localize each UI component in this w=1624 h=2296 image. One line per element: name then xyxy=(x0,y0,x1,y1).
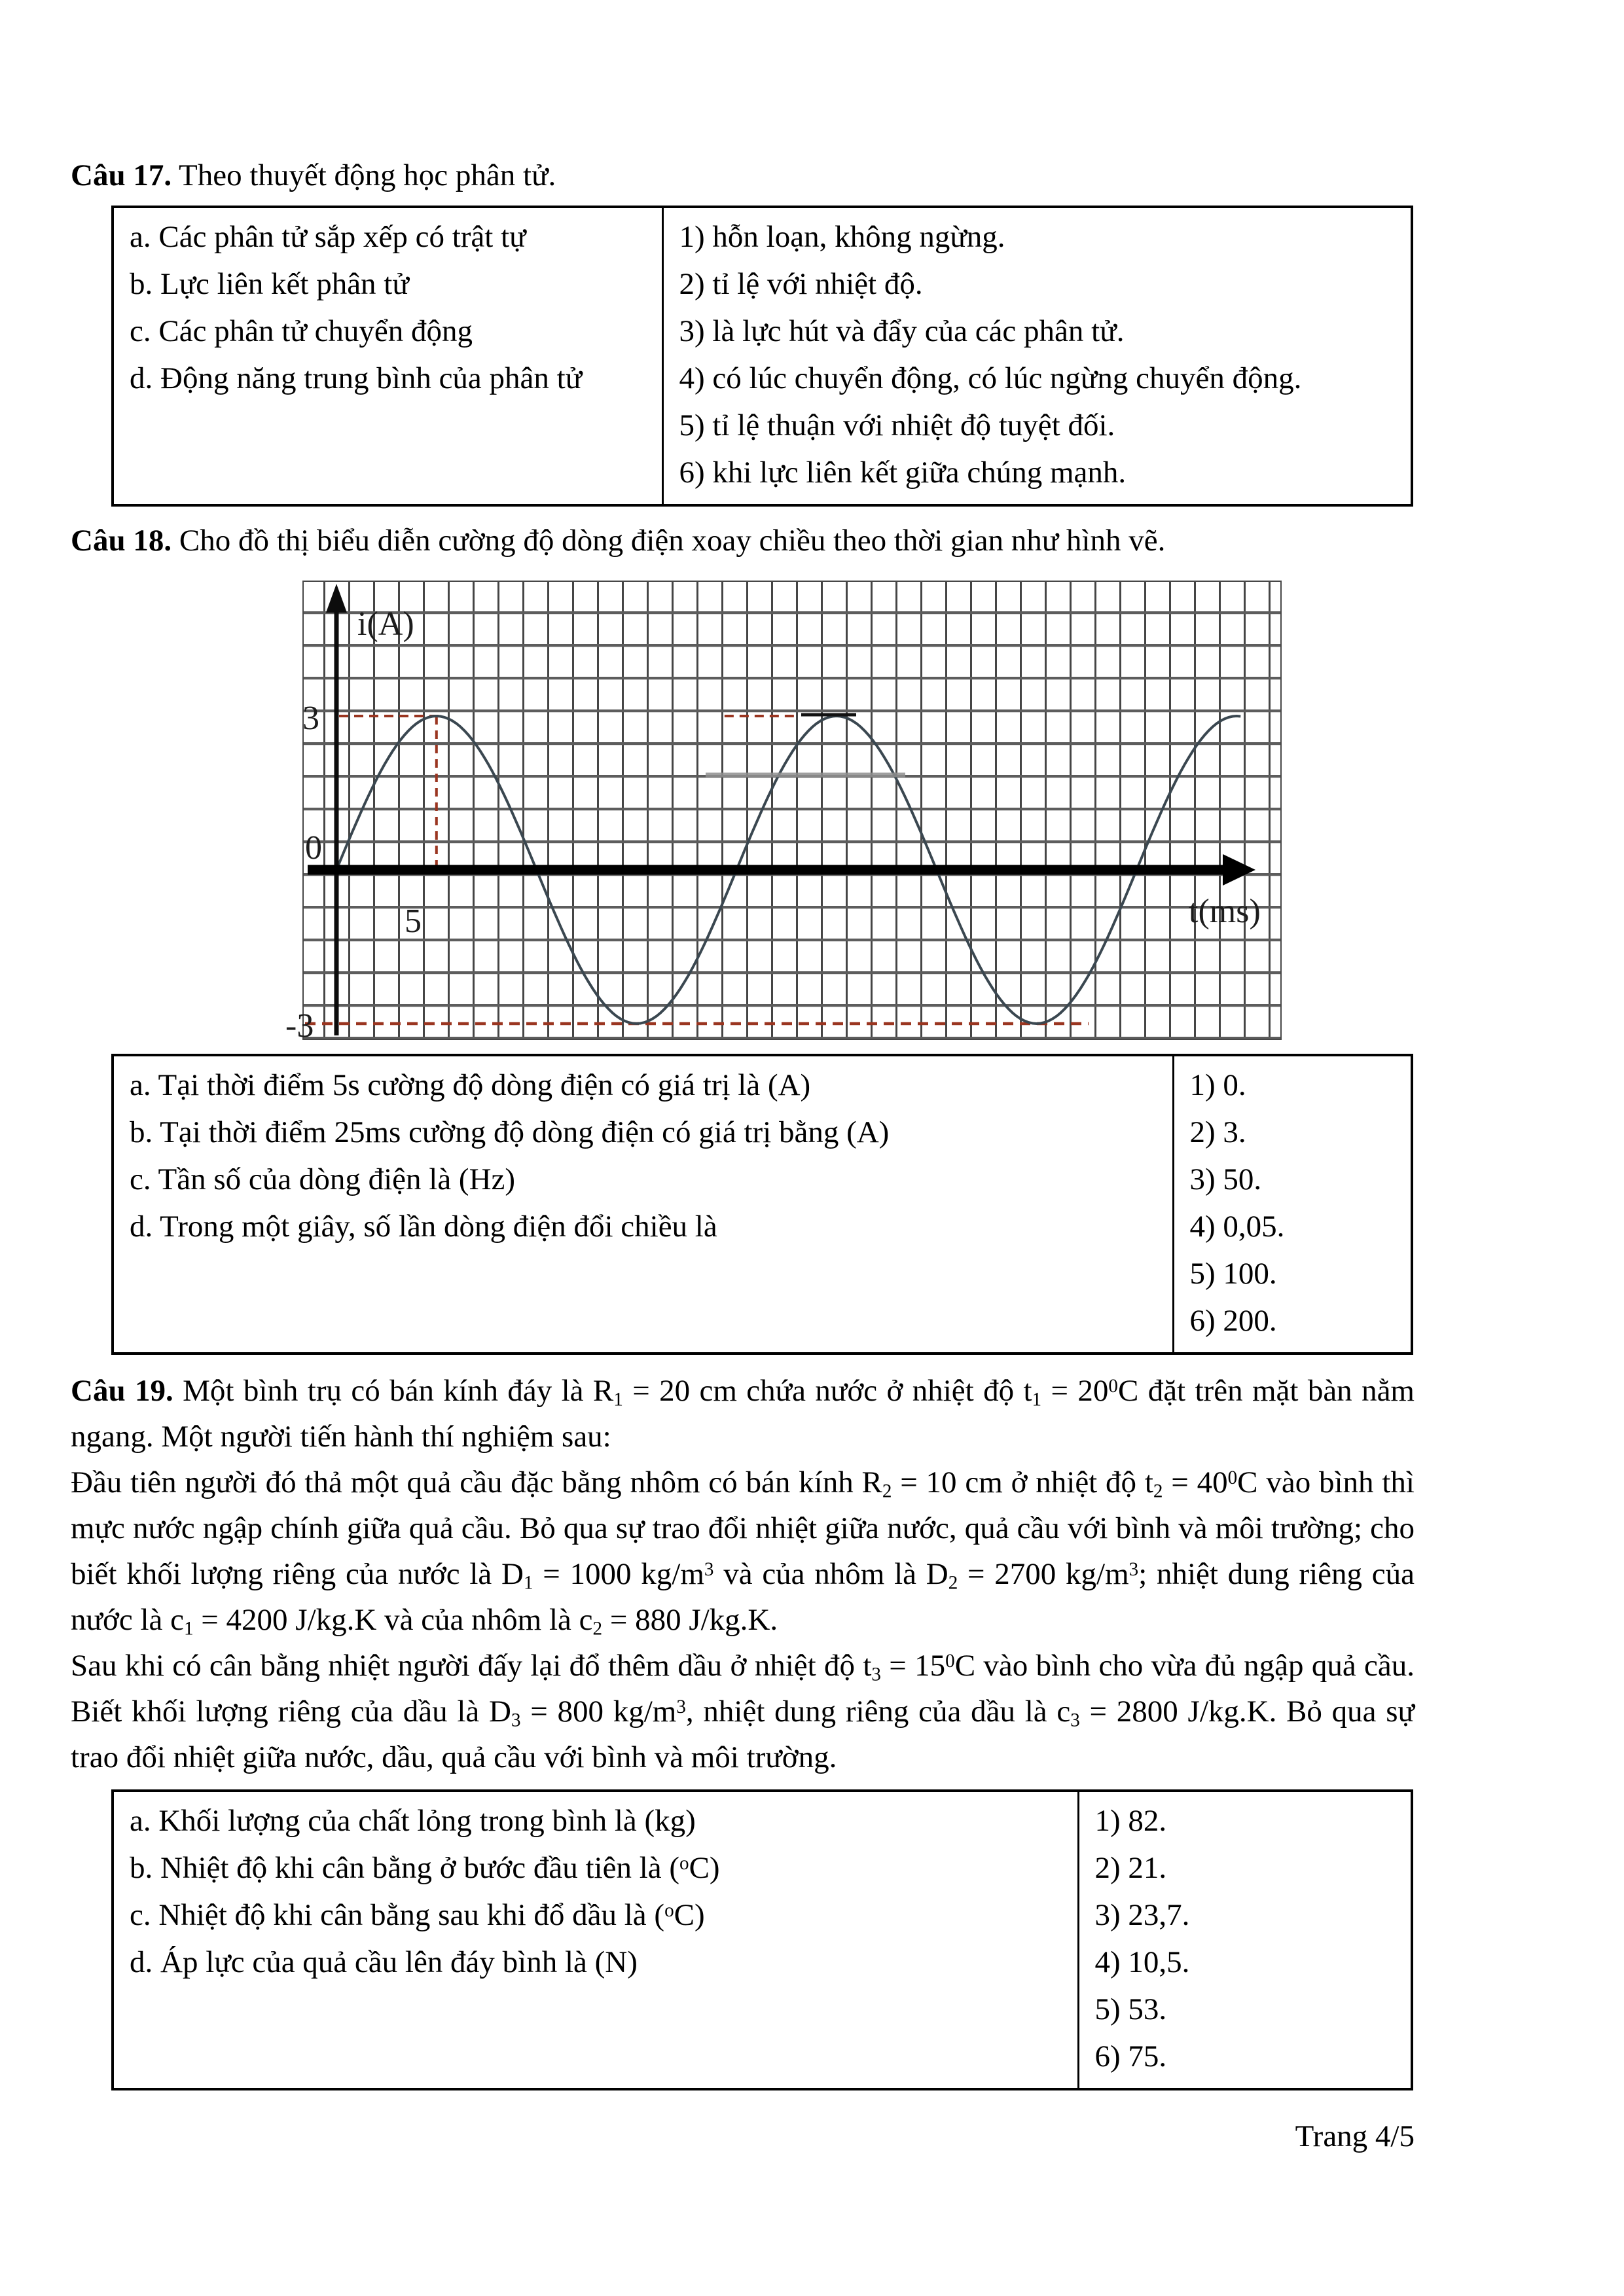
option-item: 4) 10,5. xyxy=(1094,1945,1190,1979)
q19-paragraph-1 xyxy=(71,1368,1415,1460)
y-tick-neg3: -3 xyxy=(285,1007,314,1045)
match-item: d. Động năng trung bình của phân tử xyxy=(130,361,583,395)
match-item: b. Lực liên kết phân tử xyxy=(130,267,409,301)
q19-right-cell xyxy=(1078,1791,1412,2089)
match-item: c. Nhiệt độ khi cân bằng sau khi đổ dầu là ($^o$C) xyxy=(130,1898,705,1932)
option-item: 4) 0,05. xyxy=(1189,1210,1285,1244)
option-item: 1) hỗn loạn, không ngừng. xyxy=(679,220,1005,254)
q18-label: Câu 18. xyxy=(71,524,172,558)
match-item: d. Trong một giây, số lần dòng điện đổi chiều là xyxy=(130,1210,717,1244)
option-item: 3) là lực hút và đẩy của các phân tử. xyxy=(679,314,1125,348)
q17-label: Câu 17. xyxy=(71,158,172,192)
match-item: a. Khối lượng của chất lỏng trong bình là (kg) xyxy=(130,1804,696,1838)
option-item: 3) 23,7. xyxy=(1094,1898,1190,1932)
x-tick-5: 5 xyxy=(405,903,422,940)
y-tick-0: 0 xyxy=(305,829,322,867)
option-item: 5) tỉ lệ thuận với nhiệt độ tuyệt đối. xyxy=(679,408,1115,442)
q18-matching-table xyxy=(111,1054,1413,1355)
y-axis-label: i(A) xyxy=(357,605,414,643)
match-item: b. Tại thời điểm 25ms cường độ dòng điện có giá trị bằng (A) xyxy=(130,1115,890,1149)
match-item: d. Áp lực của quả cầu lên đáy bình là (N) xyxy=(130,1945,638,1979)
q17-matching-table xyxy=(111,206,1413,507)
option-item: 2) 21. xyxy=(1094,1851,1167,1885)
page-content xyxy=(71,154,1415,2157)
match-item: a. Các phân tử sắp xếp có trật tự xyxy=(130,220,526,254)
option-item: 4) có lúc chuyển động, có lúc ngừng chuyển động. xyxy=(679,361,1302,395)
q18-heading xyxy=(71,520,1415,562)
page-number: Trang 4/5 xyxy=(1295,2119,1415,2153)
q17-left-cell xyxy=(113,207,662,505)
match-item: b. Nhiệt độ khi cân bằng ở bước đầu tiên là ($^o$C) xyxy=(130,1851,720,1885)
current-vs-time-chart xyxy=(274,579,1296,1045)
q18-right-cell xyxy=(1173,1055,1412,1354)
option-item: 2) tỉ lệ với nhiệt độ. xyxy=(679,267,923,301)
option-item: 1) 82. xyxy=(1094,1804,1167,1838)
option-item: 6) khi lực liên kết giữa chúng mạnh. xyxy=(679,456,1127,490)
y-tick-3: 3 xyxy=(302,700,319,737)
q19-label: Câu 19. xyxy=(71,1374,173,1408)
q17-heading xyxy=(71,154,1415,196)
option-item: 6) 75. xyxy=(1094,2039,1167,2073)
q17-right-cell xyxy=(662,207,1412,505)
q19-paragraph-2: Đầu tiên người đó thả một quả cầu đặc bằng nhôm có bán kính $R_2 = 10$ cm ở nhiệt độ $t_2 = 40^0C$ vào bình thì mực nước ngập chính giữa quả cầu. Bỏ qua sự trao đổi nhiệt giữa nước, quả cầu với bình và môi trường; cho biết khối lượng riêng của nước là $D_1 = 1000$ $kg/m^3$ và của nhôm là $D_2 = 2700$ $kg/m^3$; nhiệt dung riêng của nước là $c_1 = 4200$ J/kg.K và của nhôm là $c_2 = 880$ J/kg.K. xyxy=(71,1465,1415,1640)
q18-title: Cho đồ thị biểu diễn cường độ dòng điện xoay chiều theo thời gian như hình vẽ. xyxy=(179,524,1166,558)
option-item: 3) 50. xyxy=(1189,1162,1262,1196)
grid-paper xyxy=(303,581,1281,1039)
q19-matching-table xyxy=(111,1789,1413,2090)
match-item: c. Các phân tử chuyển động xyxy=(130,314,473,348)
option-item: 1) 0. xyxy=(1189,1068,1246,1102)
q19-left-cell xyxy=(113,1791,1078,2089)
x-axis-label: t(ms) xyxy=(1189,893,1261,930)
match-item: a. Tại thời điểm 5s cường độ dòng điện có giá trị là (A) xyxy=(130,1068,811,1102)
q19-paragraph-3: Sau khi có cân bằng nhiệt người đấy lại đổ thêm dầu ở nhiệt độ $t_3 = 15^0C$ vào bình cho vừa đủ ngập quả cầu. Biết khối lượng riêng của dầu là $D_3 = 800$ $kg/m^3$, nhiệt dung riêng của dầu là $c_3 = 2800$ J/kg.K. Bỏ qua sự trao đổi nhiệt giữa nước, dầu, quả cầu với bình và môi trường. xyxy=(71,1649,1415,1774)
q19-problem-text xyxy=(71,1368,1415,1780)
q19-paragraph-1-text: Một bình trụ có bán kính đáy là $R_1 = 20$ cm chứa nước ở nhiệt độ $t_1 = 20^0C$ đặt trên mặt bàn nằm ngang. Một người tiến hành thí nghiệm sau: xyxy=(71,1374,1415,1454)
match-item: c. Tần số của dòng điện là (Hz) xyxy=(130,1162,516,1196)
q17-title: Theo thuyết động học phân tử. xyxy=(179,158,556,192)
option-item: 5) 53. xyxy=(1094,1992,1167,2026)
q18-left-cell xyxy=(113,1055,1173,1354)
option-item: 2) 3. xyxy=(1189,1115,1246,1149)
chart-svg xyxy=(274,579,1296,1045)
option-item: 6) 200. xyxy=(1189,1304,1277,1338)
option-item: 5) 100. xyxy=(1189,1257,1277,1291)
